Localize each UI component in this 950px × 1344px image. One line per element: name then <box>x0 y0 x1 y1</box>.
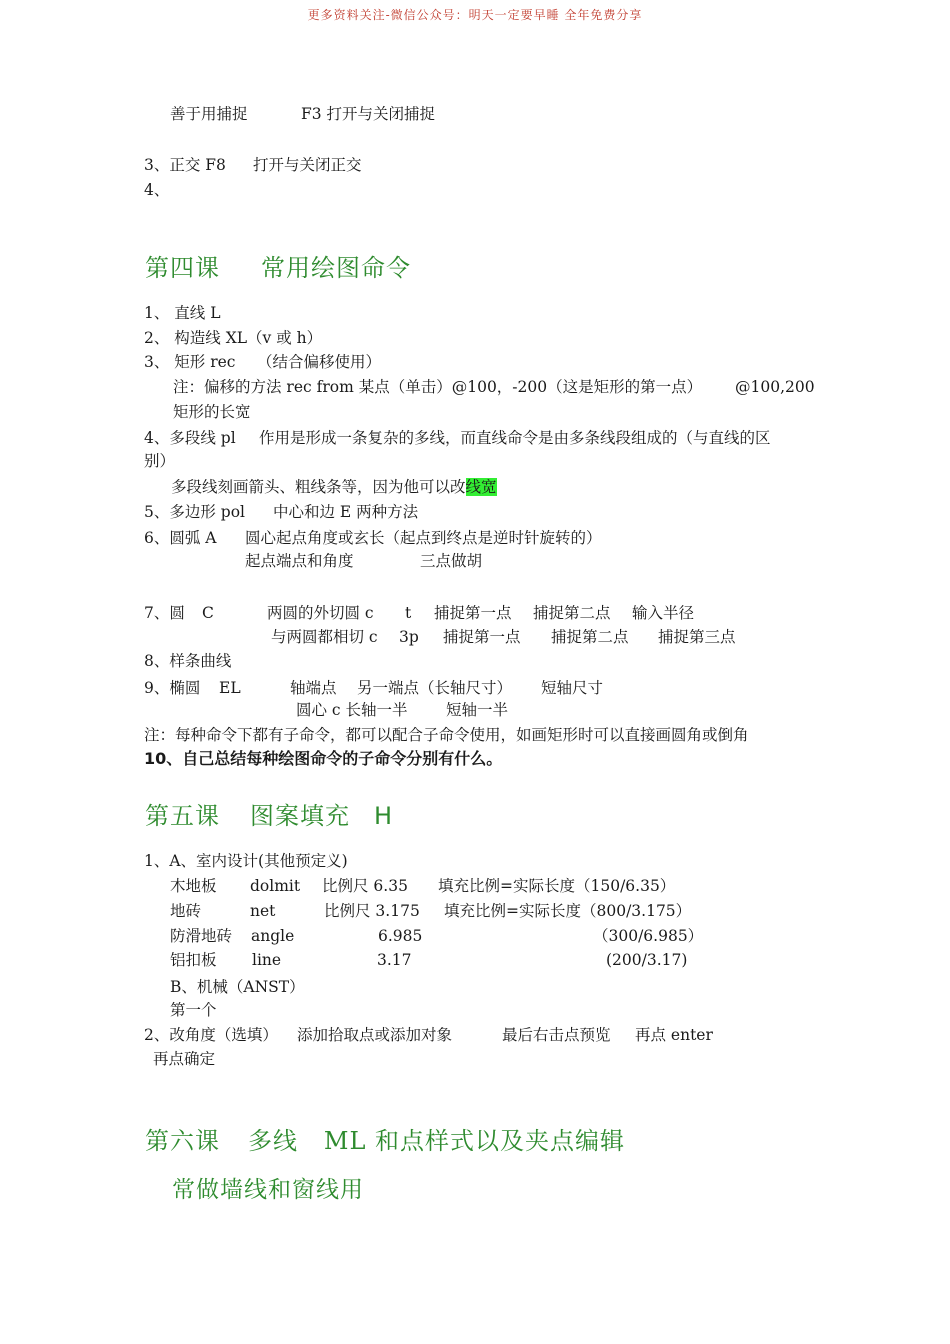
cmd-arc: 6、圆弧 A <box>144 529 217 547</box>
lesson4-title: 第四课 <box>145 254 220 282</box>
ellipse-half-minor: 短轴一半 <box>446 701 509 719</box>
hatch-mechanical: B、机械（ANST） <box>170 978 305 996</box>
hatch-interior: 1、A、室内设计(其他预定义) <box>144 852 348 870</box>
ellipse-center: 圆心 c 长轴一半 <box>296 701 408 719</box>
cmd-rect: 3、 矩形 rec <box>144 353 236 371</box>
lesson4-subtitle: 常用绘图命令 <box>261 254 411 282</box>
ortho-label: 3、正交 F8 <box>144 156 226 174</box>
summary-task: 10、自己总结每种绘图命令的子命令分别有什么。 <box>144 749 503 768</box>
cmd-circle: 7、圆 <box>144 604 185 622</box>
hatch-row-scale: 6.985 <box>378 927 423 945</box>
hatch-row-code: angle <box>251 927 295 945</box>
hatch-row-formula: 填充比例=实际长度（800/3.175） <box>444 902 692 920</box>
ellipse-minor-axis: 短轴尺寸 <box>541 679 604 697</box>
hatch-confirm: 再点确定 <box>153 1050 216 1068</box>
circle-3p-step3: 捕捉第三点 <box>658 628 736 646</box>
hatch-row-code: dolmit <box>250 877 301 895</box>
subcommand-note: 注：每种命令下都有子命令，都可以配合子命令使用，如画矩形时可以直接画圆角或倒角 <box>144 726 749 744</box>
offset-note-size: 矩形的长宽 <box>173 403 251 421</box>
cmd-pline: 4、多段线 pl <box>144 429 236 447</box>
circle-3p-step2: 捕捉第二点 <box>551 628 629 646</box>
hatch-row-code: net <box>250 902 276 920</box>
ellipse-axis-end: 轴端点 <box>290 679 337 697</box>
circle-3p: 与两圆都相切 c <box>271 628 378 646</box>
highlight-linewidth: 线宽 <box>465 478 497 496</box>
hatch-row-formula: (200/3.17) <box>606 951 688 969</box>
circle-ttr-key: t <box>405 604 412 622</box>
hatch-row-scale: 比例尺 3.175 <box>324 902 420 920</box>
hatch-enter: 再点 enter <box>635 1026 713 1044</box>
cmd-ellipse: 9、椭圆 <box>144 679 201 697</box>
lesson6-subtitle: 多线 ML 和点样式以及夹点编辑 <box>248 1127 626 1155</box>
lesson5-title: 第五课 <box>145 802 220 830</box>
cmd-polygon-desc: 中心和边 E 两种方法 <box>273 503 419 521</box>
circle-3p-key: 3p <box>399 628 419 646</box>
cmd-arc-desc: 圆心起点角度或玄长（起点到终点是逆时针旋转的） <box>245 529 602 547</box>
cmd-pline-desc-cont: 别） <box>144 452 176 470</box>
circle-ttr: 两圆的外切圆 c <box>267 604 374 622</box>
snap-text: 善于用捕捉 <box>170 105 248 123</box>
hatch-row-name: 防滑地砖 <box>170 927 233 945</box>
cmd-ellipse-key: EL <box>219 679 241 697</box>
cmd-pline-desc: 作用是形成一条复杂的多线，而直线命令是由多条线段组成的（与直线的区 <box>259 429 771 447</box>
hatch-row-scale: 3.17 <box>377 951 412 969</box>
hatch-row-formula: （300/6.985） <box>593 927 704 945</box>
hatch-angle: 2、改角度（选填） <box>144 1026 278 1044</box>
ortho-text: 打开与关闭正交 <box>253 156 362 174</box>
item-4: 4、 <box>144 181 170 199</box>
hatch-add-pick: 添加拾取点或添加对象 <box>297 1026 453 1044</box>
hatch-row-name: 铝扣板 <box>170 951 217 969</box>
hatch-preview: 最后右击点预览 <box>502 1026 611 1044</box>
circle-ttr-step1: 捕捉第一点 <box>434 604 512 622</box>
lesson6-usage: 常做墙线和窗线用 <box>172 1177 364 1203</box>
lesson5-key: H <box>374 802 394 830</box>
cmd-circle-key: C <box>202 604 214 622</box>
offset-note: 注：偏移的方法 rec from 某点（单击）@100，-200（这是矩形的第一点） <box>173 378 703 396</box>
snap-f3-text: F3 打开与关闭捕捉 <box>301 105 436 123</box>
cmd-pline-usage: 多段线刻画箭头、粗线条等，因为他可以改线宽 <box>171 478 497 496</box>
lesson6-title: 第六课 <box>145 1127 220 1155</box>
cmd-xline: 2、 构造线 XL（v 或 h） <box>144 329 323 347</box>
cmd-line: 1、 直线 L <box>144 304 221 322</box>
circle-ttr-step3: 输入半径 <box>632 604 695 622</box>
cmd-arc-opt1: 起点端点和角度 <box>245 552 354 570</box>
circle-ttr-step2: 捕捉第二点 <box>533 604 611 622</box>
header-banner: 更多资料关注-微信公众号：明天一定要早睡 全年免费分享 <box>307 8 643 22</box>
hatch-row-scale: 比例尺 6.35 <box>322 877 408 895</box>
cmd-arc-opt2: 三点做胡 <box>420 552 483 570</box>
lesson5-subtitle: 图案填充 <box>250 802 350 830</box>
cmd-rect-note: （结合偏移使用） <box>257 353 382 371</box>
hatch-row-name: 地砖 <box>170 902 202 920</box>
circle-3p-step1: 捕捉第一点 <box>443 628 521 646</box>
cmd-polygon: 5、多边形 pol <box>144 503 246 521</box>
hatch-first: 第一个 <box>170 1001 217 1019</box>
cmd-spline: 8、样条曲线 <box>144 652 232 670</box>
offset-note-coords: @100,200 <box>735 378 815 396</box>
hatch-row-formula: 填充比例=实际长度（150/6.35） <box>438 877 676 895</box>
hatch-row-name: 木地板 <box>170 877 217 895</box>
ellipse-other-end: 另一端点（长轴尺寸） <box>357 679 513 697</box>
hatch-row-code: line <box>252 951 282 969</box>
